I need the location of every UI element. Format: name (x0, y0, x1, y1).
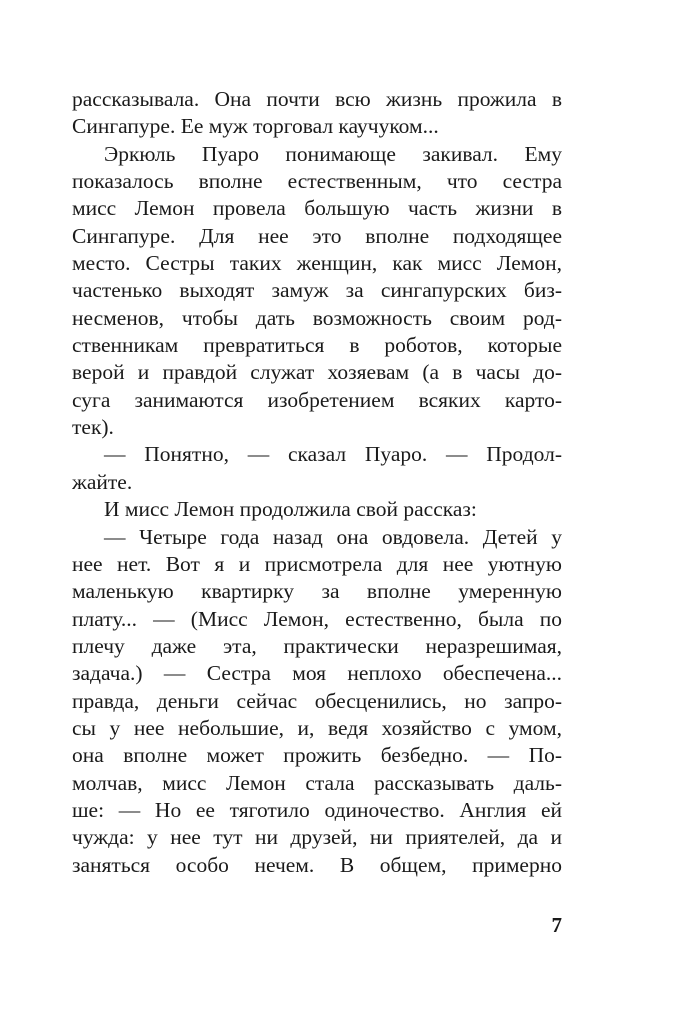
text-line: Эркюль Пуаро понимающе закивал. Ему (104, 141, 562, 166)
text-line: И мисс Лемон продолжила свой рассказ: (104, 497, 477, 522)
text-line: ше: — Но ее тяготило одиночество. Англия ей (72, 797, 562, 822)
text-line: жайте. (72, 469, 133, 494)
text-line: тек). (72, 415, 114, 440)
text-line: нее нет. Вот я и присмотрела для нее уютную (72, 551, 562, 576)
text-line: мисс Лемон провела большую часть жизни в (72, 196, 562, 221)
text-line: правда, деньги сейчас обесценились, но запро- (72, 688, 562, 713)
text-line: — Четыре года назад она овдовела. Детей у (104, 524, 562, 549)
text-line: место. Сестры таких женщин, как мисс Лемон, (72, 251, 562, 276)
text-line: плечу даже эта, практически неразрешимая, (72, 633, 562, 658)
text-line: молчав, мисс Лемон стала рассказывать даль- (72, 770, 562, 795)
text-line: — Понятно, — сказал Пуаро. — Продол- (104, 442, 562, 467)
body-text (72, 86, 562, 879)
text-line: ственникам превратиться в роботов, которые (72, 333, 562, 358)
text-line: несменов, чтобы дать возможность своим род- (72, 305, 562, 330)
text-line: чужда: у нее тут ни друзей, ни приятелей, да и (72, 825, 562, 850)
page-number: 7 (551, 913, 562, 937)
text-line: рассказывала. Она почти всю жизнь прожила в (72, 87, 562, 111)
text-line: задача.) — Сестра моя неплохо обеспечена... (72, 661, 562, 686)
text-line: суга занимаются изобретением всяких карто- (72, 387, 562, 412)
text-line: частенько выходят замуж за сингапурских биз- (72, 278, 562, 303)
text-line: Сингапуре. Ее муж торговал каучуком... (72, 114, 439, 139)
text-line: она вполне может прожить безбедно. — По- (72, 743, 562, 768)
text-line: сы у нее небольшие, и, ведя хозяйство с умом, (72, 715, 562, 740)
text-line: верой и правдой служат хозяевам (а в часы до- (72, 360, 562, 385)
text-line: Сингапуре. Для нее это вполне подходящее (72, 223, 562, 248)
text-line: заняться особо нечем. В общем, примерно (72, 852, 562, 877)
text-line: маленькую квартирку за вполне умеренную (72, 579, 562, 604)
text-line: показалось вполне естественным, что сестра (72, 169, 562, 194)
text-line: плату... — (Мисс Лемон, естественно, была по (72, 606, 562, 631)
